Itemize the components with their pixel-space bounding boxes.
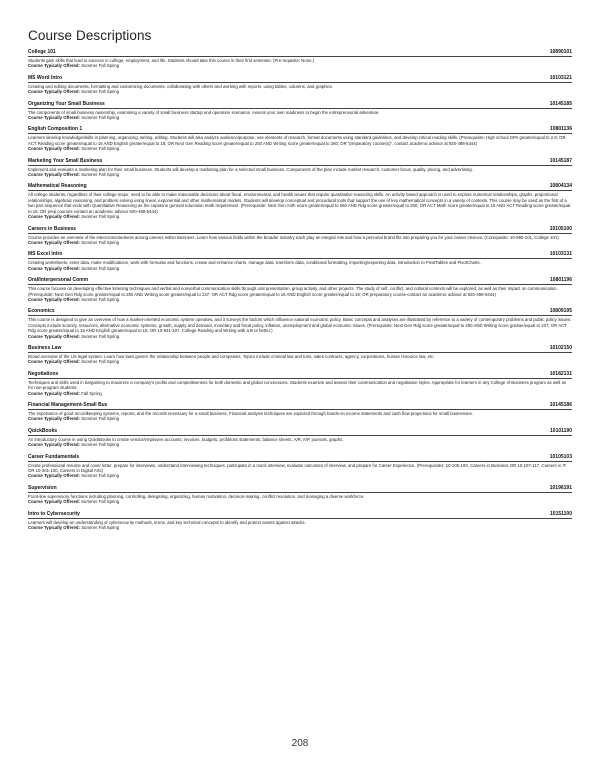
course-header [28,183,572,191]
course-description: Creating worksheets, enter data, make modifications, work with formulas and functions, create and enhance charts, manage data, transform data, conditional formatting, importing/exporting data, introduction to PivotTables and PivotCharts. [28,260,481,266]
offered-terms: Summer Fall Spring [81,525,120,531]
course-code: 10103131 [549,251,572,258]
course-offered [28,499,572,504]
offered-label: Course Typically Offered: [28,214,80,220]
course-description: Creating and editing documents, formatting and customizing documents, collaborating with others and working with reports, using tables, columns, and graphics. [28,83,334,89]
course-header [28,308,572,316]
course-code: 10102150 [549,344,572,351]
course-code: 10182131 [549,370,572,377]
course-description: The importance of good recordkeeping systems, reports, and the records necessary for a small business. Financial analysis techniques are explored through hands-on income statements and cash flow projections for small businesses. [28,411,473,416]
offered-label: Course Typically Offered: [28,239,80,245]
offered-label: Course Typically Offered: [28,333,80,339]
course-entry [28,454,572,479]
course-description: This course is designed to give an overview of how a market-oriented economic system operates, and it surveys the factors which influence national economic policy. Basic concepts and analyses are illustrated by reference to a variety of contemporary problems and public policy issues. Concepts include scarcity, resources, alternative economic systems, growth, supply and demand, monetary and fiscal policy, inflation, unemployment and global economic issues. (Prerequisite: Next Gen Rdg score greater/equal to 250 AND Writing score greater/equal to 237; OR ACT Rdg score greater/equal to 16 AND English greater/equal to 15; OR 10-831-107, College Reading and Writing with a B or better.) [28,317,572,334]
course-header [28,226,572,234]
course-offered [28,334,572,339]
course-offered [28,359,572,364]
course-offered [28,391,572,396]
course-list [28,49,572,530]
course-description: Learners will develop an understanding of cybersecurity methods, terms, and key technical concepts to identify and protect assets against attacks. [28,519,306,525]
course-entry [28,277,572,302]
course-offered [28,214,572,219]
course-description: This course focuses on developing effective listening techniques and verbal and nonverbal communication skills through oral presentation, group activity, and other projects. The study of self, conflict, and cultural contexts will be explored, as well as their impact on communication. (Prerequisite: Next Gen Rdg score greater/equal to 250 AND Writing score greater/equal to 237; OR ACT Rdg score greater/equal to 16 AND English score greater/equal to 16; OR preparatory course-contact an academic advisor at 920-498-5444) [28,286,558,297]
offered-terms: Summer Fall Spring [81,499,120,505]
course-name: Marketing Your Small Business [28,157,103,164]
course-header [28,345,572,353]
course-name: Negotiations [28,370,59,377]
course-name: Economics [28,308,55,315]
offered-terms: Summer Fall Spring [81,146,120,152]
course-offered [28,266,572,271]
course-offered [28,115,572,120]
offered-terms: Summer Fall Spring [81,442,120,448]
course-name: Careers in Business [28,225,77,232]
offered-terms: Summer Fall Spring [81,333,120,339]
course-header [28,428,572,436]
course-name: College 101 [28,49,56,55]
course-entry [28,226,572,246]
course-header [28,75,572,83]
offered-label: Course Typically Offered: [28,146,80,152]
course-code: 10105103 [549,453,572,460]
offered-terms: Summer Fall Spring [81,265,120,271]
course-entry [28,308,572,339]
course-name: QuickBooks [28,427,58,434]
course-offered [28,473,572,478]
course-description: Implement and evaluate a marketing plan for their small business. Students will develop a marketing plan for a selected small business. Components of the plan include market research, customer focus, quality, pricing, and advertising. [28,166,473,172]
offered-terms: Summer Fall Spring [81,63,120,69]
course-description: The components of small business ownership, examining a variety of small business startup and operation scenarios. Assess your own readiness to begin the entrepreneurial adventure. [28,109,380,115]
course-offered [28,416,572,421]
course-code: 10804134 [549,183,572,190]
offered-terms: Summer Fall Spring [81,214,120,220]
course-entry [28,158,572,178]
course-code: 10801136 [550,126,572,133]
course-name: Intro to Cybersecurity [28,510,80,517]
course-name: Oral/Interpersonal Comm [28,277,89,284]
offered-terms: Summer Fall Spring [81,115,120,121]
offered-label: Course Typically Offered: [28,390,80,396]
course-code: 10105100 [549,225,572,232]
course-description: An introductory course in using QuickBooks to create vendor/employee accounts, invoices, budgets, profit/loss statements, balance sheets, A/R, A/P, journals, graphs. [28,436,344,442]
course-header [28,49,572,57]
offered-terms: Summer Fall Spring [81,89,120,95]
course-code: 10103121 [549,74,572,81]
course-offered [28,89,572,94]
offered-label: Course Typically Offered: [28,265,80,271]
course-name: MS Word Intro [28,74,63,81]
page-number: 208 [291,738,309,749]
offered-terms: Summer Fall Spring [81,416,120,422]
course-code: 10101190 [550,427,572,434]
offered-label: Course Typically Offered: [28,499,80,505]
course-description: Course provides an overview of the interconnectedness among careers within Business. Learn how various fields within the broader industry each play an integral role and how a personal brand fits into preparing you for your career choices. (Corequisite: 10-890-101, College 101) [28,234,559,240]
course-code: 10809195 [549,308,572,315]
course-code: 10196191 [549,484,572,491]
course-entry [28,101,572,121]
course-header [28,126,572,134]
course-description: Techniques and skills used in bargaining to maximize a company's profits and competitiveness for both domestic and global concessions. Students examine and assess their communication and negotiation styles. Appropriate for learners in any College of Business program as well as for non-program students. [28,379,566,391]
course-entry [28,371,572,396]
offered-label: Course Typically Offered: [28,89,80,95]
course-name: Supervision [28,484,57,491]
offered-terms: Summer Fall Spring [81,172,120,178]
course-name: Mathematical Reasoning [28,183,87,190]
course-description: Learners develop knowledge/skills in planning, organizing, writing, editing. Students will also analyze audience/purpose, use elements of research, format documents using standard guidelines, and develop critical reading skills. (Prerequisite: High school GPA greater/equal to 2.6; OR ACT Reading score greater/equal to 16 AND English greater/equal to 18; OR Next Gen Reading score greater/equal to 250 AND Writing score greater/equal to 260; OR "preparatory course(s)", contact academic advisor at 920-498-5444) [28,135,566,146]
offered-label: Course Typically Offered: [28,115,80,121]
course-offered [28,146,572,151]
course-entry [28,428,572,448]
course-header [28,454,572,462]
course-entry [28,251,572,271]
course-entry [28,402,572,422]
offered-label: Course Typically Offered: [28,442,80,448]
course-code: 10151100 [550,510,572,517]
course-description: Front-line supervisory functions including planning, controlling, delegating, organizing, human motivation, decision-making, conflict resolution, and managing a diverse workforce. [28,493,365,499]
offered-label: Course Typically Offered: [28,473,80,479]
course-entry [28,49,572,69]
offered-label: Course Typically Offered: [28,63,80,69]
course-entry [28,75,572,95]
course-offered [28,172,572,177]
course-description: Create professional resume and cover letter, prepare for interviews, understand interviewing techniques, participate in a mock interview, evaluate outcomes of interview, and prepare for Career Experience. (Prerequisites: 10-105-100, Careers in Business OR 10-107-117, Careers in IT OR 10-201-100, Careers in Digital Arts) [28,462,567,474]
document-page [28,28,572,536]
offered-terms: Fall Spring [81,390,102,396]
course-header [28,402,572,410]
course-header [28,371,572,379]
course-entry [28,126,572,151]
offered-label: Course Typically Offered: [28,172,80,178]
course-entry [28,345,572,365]
course-offered [28,63,572,68]
course-header [28,511,572,519]
offered-label: Course Typically Offered: [28,525,80,531]
course-code: 10145185 [549,100,572,107]
course-header [28,158,572,166]
page-title: Course Descriptions [28,28,152,43]
offered-terms: Summer Fall Spring [81,296,120,302]
course-name: English Composition 1 [28,126,83,133]
course-entry [28,485,572,505]
offered-label: Course Typically Offered: [28,296,80,302]
course-name: Career Fundamentals [28,453,80,460]
course-description: All college students, regardless of their college major, need to be able to make reasonable decisions about fiscal, environmental, and health issues that require quantitative reasoning skills. An activity based approach is used to explore numerical relationships, graphs, proportional relationships, algebraic reasoning, and problem solving using linear, exponential and other mathematical models. Students will develop conceptual and procedural tools that support the use of key mathematical concepts in a variety of contexts. This course may be used as the first of a two part sequence that ends with Quantitative Reasoning as the capstone general education math requirement. (Prerequisite: Next Gen Arith score greater/equal to 250 AND Rdg score greater/equal to 250; OR ACT Math score greater/equal to 15 AND ACT Reading score greater/equal to 16; OR prep courses-contact an academic advisor 920-498-5444) [28,192,571,214]
course-description: Broad overview of the US legal system. Learn how laws govern the relationship between people and companies. Topics include criminal law and torts, sales contracts, agency, corporations, human resource law, etc. [28,353,435,359]
course-code: 10145186 [549,402,572,408]
offered-label: Course Typically Offered: [28,359,80,365]
course-offered [28,442,572,447]
course-name: MS Excel Intro [28,251,63,258]
course-header [28,251,572,259]
offered-terms: Summer Fall Spring [81,473,120,479]
course-offered [28,525,572,530]
course-header [28,101,572,109]
course-offered [28,297,572,302]
offered-terms: Summer Fall Spring [81,359,120,365]
offered-terms: Summer Fall Spring [81,239,120,245]
course-description: Students gain skills that lead to success in college, employment, and life. Students should take this course in their first semester. (Pre-requisite: None.) [28,58,315,63]
course-name: Business Law [28,344,62,351]
course-code: 10145187 [549,157,572,164]
course-header [28,485,572,493]
offered-label: Course Typically Offered: [28,416,80,422]
course-entry [28,183,572,219]
course-name: Financial Management-Small Bus [28,402,108,408]
course-name: Organizing Your Small Business [28,100,105,107]
course-offered [28,240,572,245]
course-header [28,277,572,285]
course-code: 10801196 [550,277,572,284]
course-code: 10890101 [549,49,572,55]
course-entry [28,511,572,531]
